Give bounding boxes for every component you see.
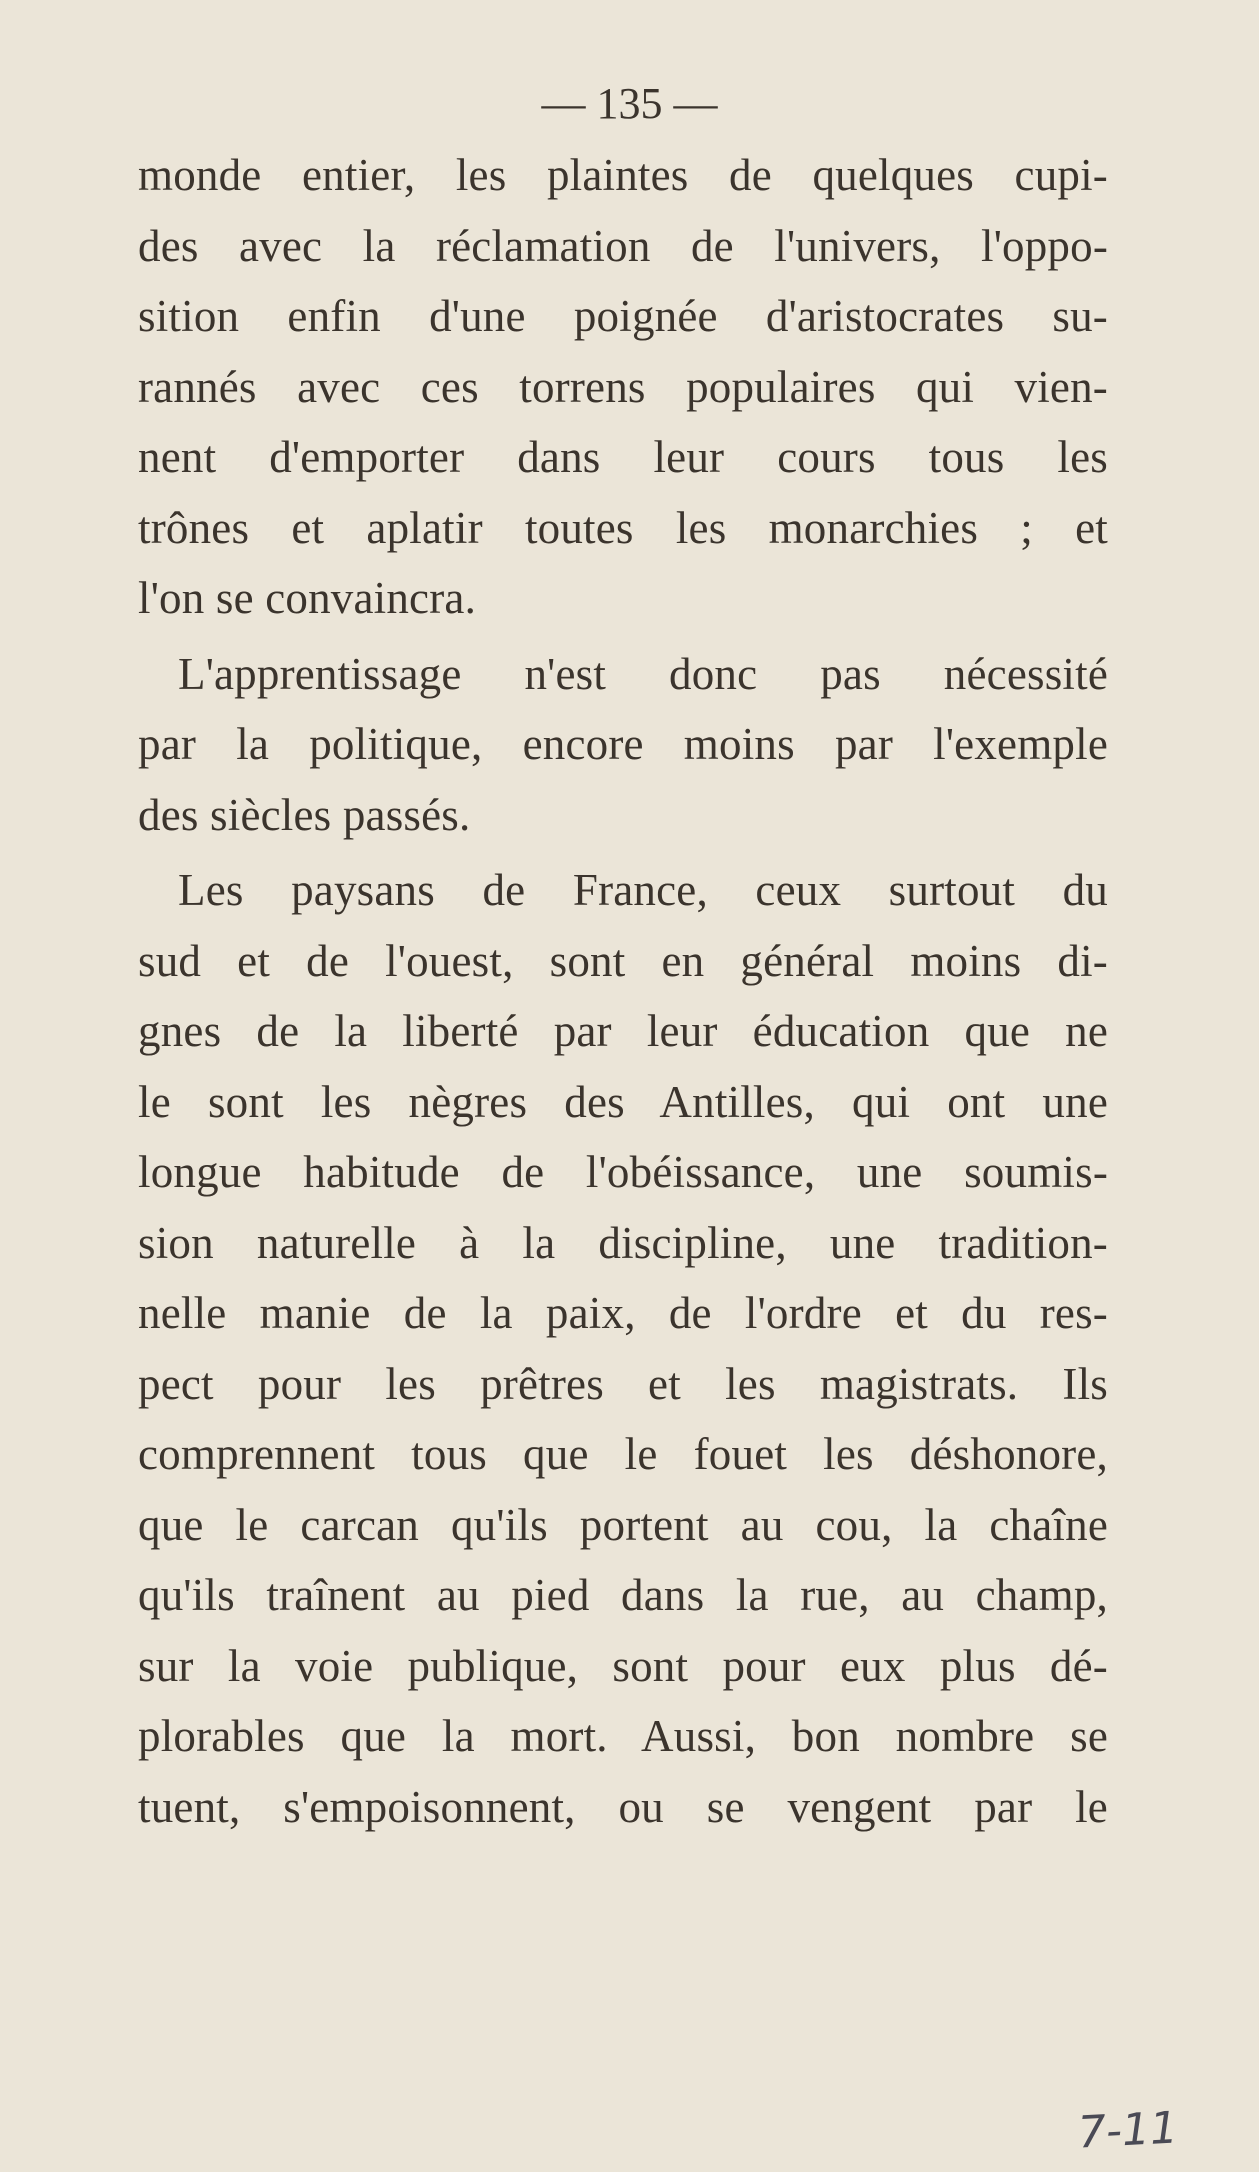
text-line: longue habitude de l'obéissance, une soumis-: [138, 1147, 1108, 1197]
text-line: sud et de l'ouest, sont en général moins di-: [138, 935, 1108, 986]
body-text: [138, 140, 1108, 1847]
text-line: L'apprentissage n'est donc pas nécessité: [178, 648, 1108, 699]
text-line: nelle manie de la paix, de l'ordre et du res-: [138, 1288, 1108, 1338]
text-line: gnes de la liberté par leur éducation que ne: [138, 1006, 1108, 1056]
text-line: pect pour les prêtres et les magistrats. Ils: [138, 1358, 1108, 1409]
text-line: l'on se convaincra.: [138, 573, 477, 623]
page-number: — 135 —: [541, 79, 718, 128]
text-line: par la politique, encore moins par l'exemple: [138, 719, 1108, 769]
text-line: trônes et aplatir toutes les monarchies ; et: [138, 502, 1108, 553]
text-line: comprennent tous que le fouet les déshonore,: [138, 1429, 1108, 1479]
text-line: que le carcan qu'ils portent au cou, la chaîne: [138, 1499, 1108, 1550]
handwritten-note: 7-11: [1076, 2102, 1180, 2159]
text-line: monde entier, les plaintes de quelques cupi-: [138, 150, 1108, 200]
text-line: qu'ils traînent au pied dans la rue, au champ,: [138, 1570, 1108, 1620]
text-line: rannés avec ces torrens populaires qui vien-: [138, 361, 1108, 412]
paragraph-3: [138, 855, 1108, 1842]
text-line: des avec la réclamation de l'univers, l'oppo-: [138, 220, 1108, 271]
text-line: tuent, s'empoisonnent, ou se vengent par le: [138, 1781, 1108, 1832]
paragraph-1: [138, 140, 1108, 634]
text-line: sion naturelle à la discipline, une tradition-: [138, 1217, 1108, 1268]
text-line: des siècles passés.: [138, 789, 471, 840]
text-line: nent d'emporter dans leur cours tous les: [138, 432, 1108, 482]
text-line: sur la voie publique, sont pour eux plus dé-: [138, 1640, 1108, 1691]
paragraph-2: [138, 639, 1108, 851]
text-line: Les paysans de France, ceux surtout du: [178, 865, 1108, 915]
text-line: le sont les nègres des Antilles, qui ont une: [138, 1076, 1108, 1127]
text-line: plorables que la mort. Aussi, bon nombre se: [138, 1711, 1108, 1761]
text-line: sition enfin d'une poignée d'aristocrates su-: [138, 291, 1108, 341]
